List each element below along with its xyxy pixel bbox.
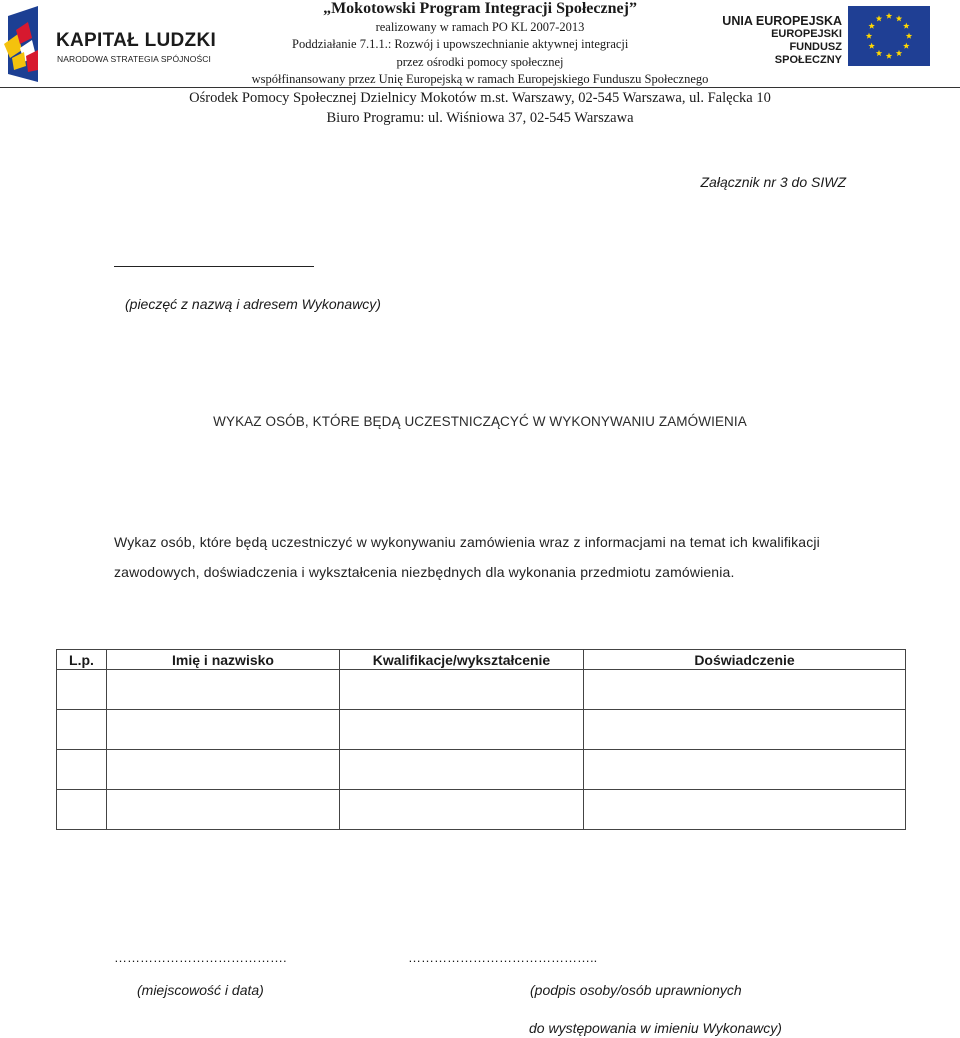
kapital-ludzki-subtitle: NARODOWA STRATEGIA SPÓJNOŚCI <box>57 54 211 64</box>
table-header-row <box>57 650 906 670</box>
intro-line-1: Wykaz osób, które będą uczestniczyć w wykonywaniu zamówienia wraz z informacjami na temat ich kwalifikacji <box>114 534 820 550</box>
table-cell[interactable] <box>340 750 584 790</box>
eu-logo-line-2: EUROPEJSKI <box>771 28 842 41</box>
place-date-label: (miejscowość i data) <box>137 982 264 998</box>
table-cell[interactable] <box>340 670 584 710</box>
eu-logo-text <box>722 14 842 66</box>
table-cell[interactable] <box>57 670 107 710</box>
column-header-lp: L.p. <box>57 650 107 670</box>
eu-logo-line-3: FUNDUSZ SPOŁECZNY <box>774 41 842 66</box>
table-cell[interactable] <box>57 750 107 790</box>
table-cell[interactable] <box>584 750 906 790</box>
column-header-experience: Doświadczenie <box>584 650 906 670</box>
document-title: WYKAZ OSÓB, KTÓRE BĘDĄ UCZESTNICZĄCYĆ W WYKONYWANIU ZAMÓWIENIA <box>213 414 747 429</box>
table-cell[interactable] <box>584 710 906 750</box>
table-cell[interactable] <box>107 670 340 710</box>
kapital-ludzki-title: KAPITAŁ LUDZKI <box>56 30 217 51</box>
table-cell[interactable] <box>107 750 340 790</box>
signature-dots: …………………………………….. <box>408 950 598 965</box>
table-row <box>57 750 906 790</box>
office-address: Ośrodek Pomocy Społecznej Dzielnicy Mokotów m.st. Warszawy, 02-545 Warszawa, ul. Falęcka 10 <box>189 90 771 106</box>
table-cell[interactable] <box>57 710 107 750</box>
table-cell[interactable] <box>584 670 906 710</box>
signature-label-line-2: do występowania w imieniu Wykonawcy) <box>529 1020 782 1036</box>
table-cell[interactable] <box>584 790 906 830</box>
intro-line-2: zawodowych, doświadczenia i wykształcenia niezbędnych dla wykonania przedmiotu zamówienia. <box>114 564 735 580</box>
table-row <box>57 670 906 710</box>
program-line-2: realizowany w ramach PO KL 2007-2013 <box>375 20 585 34</box>
table-cell[interactable] <box>107 790 340 830</box>
table-cell[interactable] <box>57 790 107 830</box>
program-line-4: przez ośrodki pomocy społecznej <box>396 55 564 69</box>
stamp-line <box>114 266 314 267</box>
place-date-dots: …………………………………. <box>114 950 287 965</box>
intro-paragraph <box>114 527 874 587</box>
program-office-address: Biuro Programu: ul. Wiśniowa 37, 02-545 Warszawa <box>326 110 634 126</box>
column-header-name: Imię i nazwisko <box>107 650 340 670</box>
table-cell[interactable] <box>340 790 584 830</box>
program-line-3: Poddziałanie 7.1.1.: Rozwój i upowszechnianie aktywnej integracji <box>292 37 629 51</box>
stamp-label: (pieczęć z nazwą i adresem Wykonawcy) <box>125 296 381 312</box>
annex-label: Załącznik nr 3 do SIWZ <box>700 174 846 190</box>
table-row <box>57 790 906 830</box>
table-row <box>57 710 906 750</box>
header-divider <box>0 87 960 88</box>
persons-table <box>56 649 906 830</box>
column-header-qualifications: Kwalifikacje/wykształcenie <box>340 650 584 670</box>
eu-logo-line-1: UNIA EUROPEJSKA <box>722 14 842 28</box>
program-title: „Mokotowski Program Integracji Społecznej” <box>323 0 637 17</box>
signature-label-line-1: (podpis osoby/osób uprawnionych <box>530 982 742 998</box>
program-line-5: współfinansowany przez Unię Europejską w ramach Europejskiego Funduszu Społecznego <box>251 72 709 86</box>
table-cell[interactable] <box>340 710 584 750</box>
eu-flag-icon <box>848 6 930 66</box>
table-cell[interactable] <box>107 710 340 750</box>
